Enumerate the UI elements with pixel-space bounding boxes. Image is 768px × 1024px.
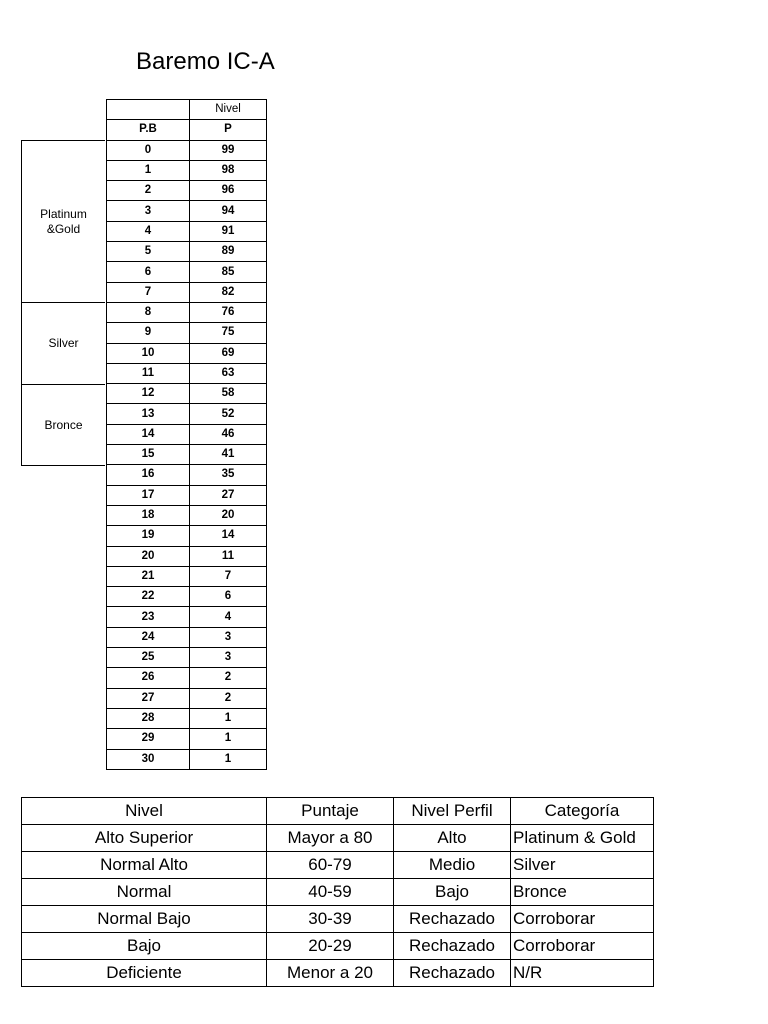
pb-cell: 8 (107, 302, 190, 322)
p-cell: 27 (190, 485, 267, 505)
nivel-cell: Bajo (22, 933, 267, 960)
puntaje-cell: 60-79 (267, 852, 394, 879)
table-row (107, 648, 267, 668)
pb-cell: 21 (107, 566, 190, 586)
summary-table (21, 797, 654, 987)
pb-cell: 6 (107, 262, 190, 282)
table-row (107, 404, 267, 424)
table-row (107, 181, 267, 201)
header-cell: P.B (107, 120, 190, 140)
table-row (107, 729, 267, 749)
table-row (107, 323, 267, 343)
table-row (107, 485, 267, 505)
table-row (22, 852, 654, 879)
table-row (107, 708, 267, 728)
pb-cell: 16 (107, 465, 190, 485)
pb-cell: 10 (107, 343, 190, 363)
header-cell: Puntaje (267, 798, 394, 825)
pb-cell: 7 (107, 282, 190, 302)
page-title: Baremo IC-A (136, 48, 275, 75)
pb-cell: 29 (107, 729, 190, 749)
pb-cell: 23 (107, 607, 190, 627)
table-row (22, 933, 654, 960)
category-silver (21, 302, 105, 385)
category-label: Platinum &Gold (40, 206, 87, 236)
categoria-cell: Silver (511, 852, 654, 879)
header-cell (107, 100, 190, 120)
table-row (107, 546, 267, 566)
nivel-cell: Alto Superior (22, 825, 267, 852)
table-row (22, 906, 654, 933)
p-cell: 2 (190, 668, 267, 688)
p-cell: 63 (190, 363, 267, 383)
table-row (22, 879, 654, 906)
category-bronce (21, 384, 105, 466)
table-row (107, 424, 267, 444)
p-cell: 69 (190, 343, 267, 363)
table-row (22, 825, 654, 852)
p-cell: 1 (190, 749, 267, 769)
p-cell: 75 (190, 323, 267, 343)
p-cell: 94 (190, 201, 267, 221)
table-row (107, 302, 267, 322)
categoria-cell: N/R (511, 960, 654, 987)
pb-cell: 20 (107, 546, 190, 566)
category-platinum-gold (21, 140, 105, 303)
nivel-perfil-cell: Alto (394, 825, 511, 852)
pb-cell: 4 (107, 221, 190, 241)
table-row (107, 262, 267, 282)
p-cell: 76 (190, 302, 267, 322)
pb-cell: 27 (107, 688, 190, 708)
nivel-perfil-cell: Rechazado (394, 906, 511, 933)
table-header-row (107, 100, 267, 120)
table-row (107, 201, 267, 221)
puntaje-cell: 20-29 (267, 933, 394, 960)
puntaje-cell: Menor a 20 (267, 960, 394, 987)
header-cell: P (190, 120, 267, 140)
categoria-cell: Corroborar (511, 906, 654, 933)
baremo-table (106, 99, 267, 770)
p-cell: 99 (190, 140, 267, 160)
pb-cell: 18 (107, 505, 190, 525)
table-row (107, 384, 267, 404)
p-cell: 96 (190, 181, 267, 201)
pb-cell: 1 (107, 160, 190, 180)
pb-cell: 13 (107, 404, 190, 424)
nivel-perfil-cell: Bajo (394, 879, 511, 906)
nivel-cell: Normal (22, 879, 267, 906)
table-header-row (22, 798, 654, 825)
pb-cell: 25 (107, 648, 190, 668)
table-row (107, 363, 267, 383)
p-cell: 1 (190, 729, 267, 749)
p-cell: 89 (190, 242, 267, 262)
table-row (107, 505, 267, 525)
p-cell: 35 (190, 465, 267, 485)
table-row (107, 607, 267, 627)
table-row (107, 749, 267, 769)
p-cell: 85 (190, 262, 267, 282)
p-cell: 91 (190, 221, 267, 241)
categoria-cell: Platinum & Gold (511, 825, 654, 852)
p-cell: 20 (190, 505, 267, 525)
nivel-perfil-cell: Rechazado (394, 933, 511, 960)
puntaje-cell: 30-39 (267, 906, 394, 933)
p-cell: 98 (190, 160, 267, 180)
p-cell: 11 (190, 546, 267, 566)
pb-cell: 11 (107, 363, 190, 383)
table-row (22, 960, 654, 987)
pb-cell: 0 (107, 140, 190, 160)
table-row (107, 688, 267, 708)
p-cell: 82 (190, 282, 267, 302)
p-cell: 6 (190, 587, 267, 607)
pb-cell: 26 (107, 668, 190, 688)
p-cell: 41 (190, 445, 267, 465)
pb-cell: 14 (107, 424, 190, 444)
p-cell: 58 (190, 384, 267, 404)
nivel-cell: Normal Alto (22, 852, 267, 879)
table-row (107, 140, 267, 160)
pb-cell: 5 (107, 242, 190, 262)
pb-cell: 17 (107, 485, 190, 505)
table-header-row (107, 120, 267, 140)
p-cell: 1 (190, 708, 267, 728)
p-cell: 3 (190, 627, 267, 647)
table-row (107, 343, 267, 363)
table-row (107, 242, 267, 262)
table-row (107, 627, 267, 647)
header-cell: Nivel (190, 100, 267, 120)
categoria-cell: Corroborar (511, 933, 654, 960)
puntaje-cell: Mayor a 80 (267, 825, 394, 852)
pb-cell: 24 (107, 627, 190, 647)
table-row (107, 160, 267, 180)
pb-cell: 9 (107, 323, 190, 343)
p-cell: 7 (190, 566, 267, 586)
table-row (107, 526, 267, 546)
categoria-cell: Bronce (511, 879, 654, 906)
p-cell: 46 (190, 424, 267, 444)
nivel-perfil-cell: Medio (394, 852, 511, 879)
p-cell: 2 (190, 688, 267, 708)
table-row (107, 668, 267, 688)
pb-cell: 15 (107, 445, 190, 465)
nivel-perfil-cell: Rechazado (394, 960, 511, 987)
table-row (107, 566, 267, 586)
pb-cell: 19 (107, 526, 190, 546)
pb-cell: 3 (107, 201, 190, 221)
nivel-cell: Deficiente (22, 960, 267, 987)
pb-cell: 28 (107, 708, 190, 728)
table-row (107, 445, 267, 465)
nivel-cell: Normal Bajo (22, 906, 267, 933)
p-cell: 14 (190, 526, 267, 546)
table-row (107, 282, 267, 302)
p-cell: 4 (190, 607, 267, 627)
pb-cell: 12 (107, 384, 190, 404)
p-cell: 3 (190, 648, 267, 668)
table-row (107, 221, 267, 241)
category-label: Bronce (44, 417, 83, 432)
category-label: Silver (48, 336, 79, 350)
pb-cell: 2 (107, 181, 190, 201)
header-cell: Categoría (511, 798, 654, 825)
p-cell: 52 (190, 404, 267, 424)
table-row (107, 465, 267, 485)
header-cell: Nivel (22, 798, 267, 825)
header-cell: Nivel Perfil (394, 798, 511, 825)
pb-cell: 22 (107, 587, 190, 607)
puntaje-cell: 40-59 (267, 879, 394, 906)
table-row (107, 587, 267, 607)
pb-cell: 30 (107, 749, 190, 769)
